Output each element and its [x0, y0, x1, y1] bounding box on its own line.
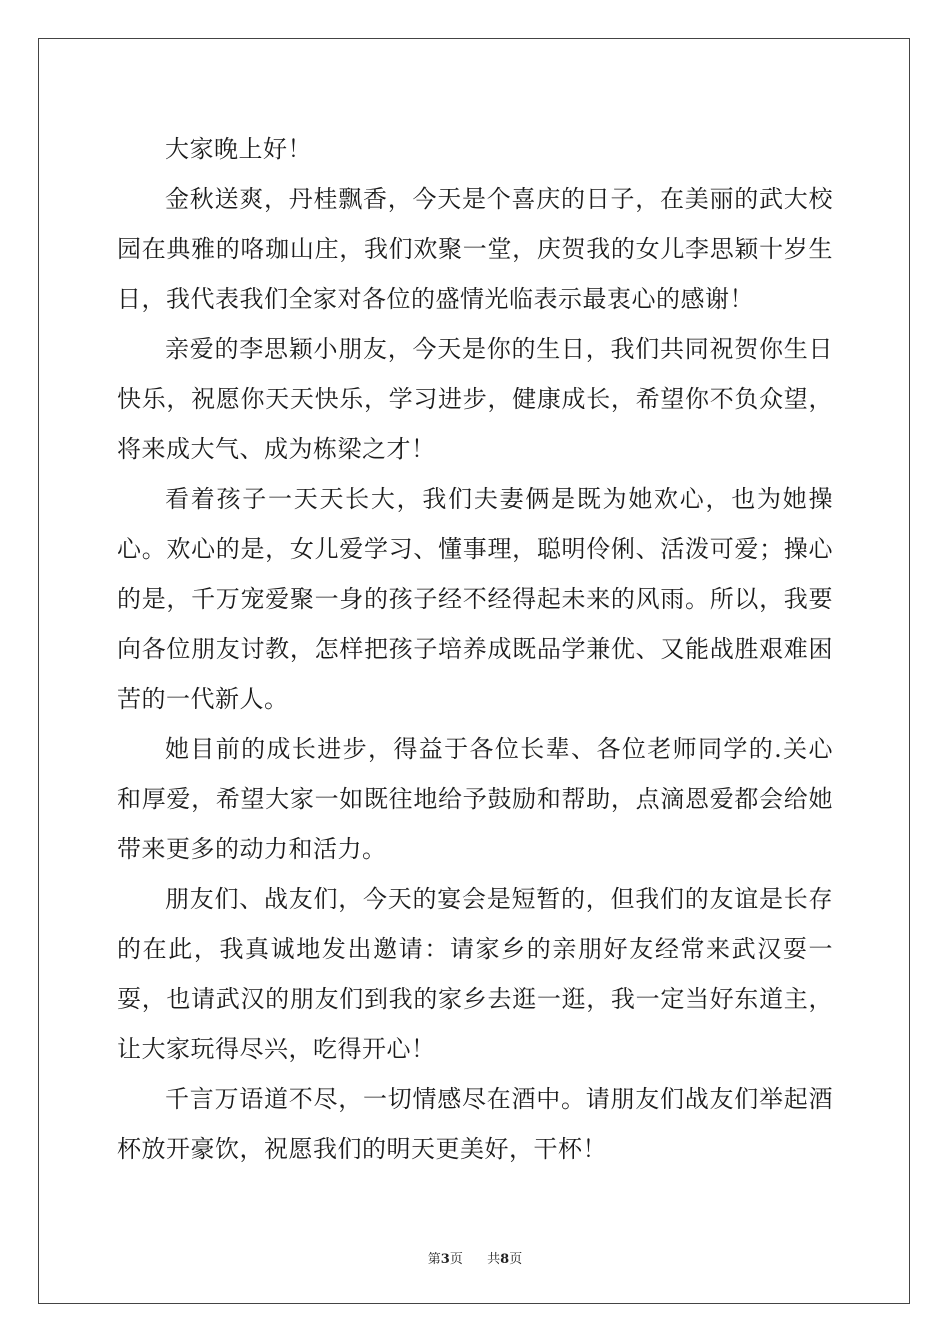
total-prefix: 共: [487, 1252, 501, 1267]
page-footer: [0, 1248, 950, 1267]
total-suffix: 页: [509, 1252, 523, 1267]
document-body: [117, 124, 833, 1174]
total-pages-indicator: [487, 1248, 522, 1267]
page-suffix: 页: [449, 1252, 463, 1267]
paragraph-parents-feelings: 看着孩子一天天长大，我们夫妻俩是既为她欢心，也为她操心。欢心的是，女儿爱学习、懂事理，聪明伶俐、活泼可爱；操心的是，千万宠爱聚一身的孩子经不经得起未来的风雨。所以，我要向各位朋友讨教，怎样把孩子培养成既品学兼优、又能战胜艰难困苦的一代新人。: [117, 485, 833, 713]
page-prefix: 第: [427, 1252, 441, 1267]
paragraph-opening: 金秋送爽，丹桂飘香，今天是个喜庆的日子，在美丽的武大校园在典雅的咯珈山庄，我们欢聚一堂，庆贺我的女儿李思颖十岁生日，我代表我们全家对各位的盛情光临表示最衷心的感谢！: [117, 185, 833, 313]
paragraph-toast: 千言万语道不尽，一切情感尽在酒中。请朋友们战友们举起酒杯放开豪饮，祝愿我们的明天更美好，干杯！: [117, 1085, 833, 1163]
paragraph-invitation: 朋友们、战友们，今天的宴会是短暂的，但我们的友谊是长存的在此，我真诚地发出邀请：请家乡的亲朋好友经常来武汉耍一耍，也请武汉的朋友们到我的家乡去逛一逛，我一定当好东道主，让大家玩得尽兴，吃得开心！: [117, 885, 833, 1063]
page-number-indicator: [428, 1248, 463, 1267]
paragraph-greeting: 大家晚上好！: [165, 135, 312, 163]
total-pages: 8: [500, 1252, 510, 1267]
paragraph-gratitude: 她目前的成长进步，得益于各位长辈、各位老师同学的.关心和厚爱，希望大家一如既往地给予鼓励和帮助，点滴恩爱都会给她带来更多的动力和活力。: [117, 735, 833, 863]
page-number: 3: [440, 1252, 450, 1267]
paragraph-birthday-wish: 亲爱的李思颖小朋友，今天是你的生日，我们共同祝贺你生日快乐，祝愿你天天快乐，学习进步，健康成长，希望你不负众望，将来成大气、成为栋梁之才！: [117, 335, 833, 463]
